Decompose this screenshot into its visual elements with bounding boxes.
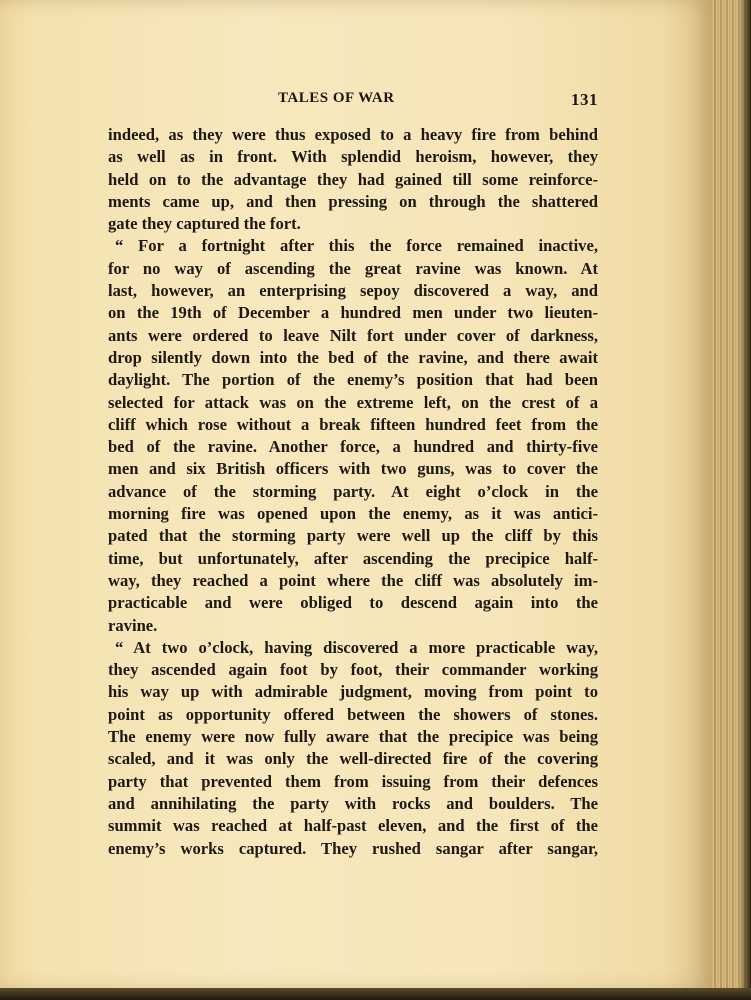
text-line: way, they reached a point where the cliff was absolutely im- xyxy=(108,570,598,590)
text-line: morning fire was opened upon the enemy, as it was antici- xyxy=(108,504,598,524)
text-line: men and six British officers with two guns, was to cover the xyxy=(108,459,598,479)
text-line: party that prevented them from issuing from their defences xyxy=(108,771,598,791)
text-line: scaled, and it was only the well-directed fire of the covering xyxy=(108,749,598,769)
text-line: summit was reached at half-past eleven, and the first of the xyxy=(108,816,598,836)
text-line: for no way of ascending the great ravine was known. At xyxy=(108,258,598,278)
text-line: enemy’s works captured. They rushed sangar after sangar, xyxy=(108,838,598,858)
text-line: last, however, an enterprising sepoy discovered a way, and xyxy=(108,281,598,301)
text-line: daylight. The portion of the enemy’s position that had been xyxy=(108,370,598,390)
text-line: “ For a fortnight after this the force remained inactive, xyxy=(115,236,598,256)
text-line: ravine. xyxy=(108,615,158,635)
body-text xyxy=(108,124,598,860)
page-number: 131 xyxy=(571,90,598,109)
text-line: The enemy were now fully aware that the precipice was being xyxy=(108,727,598,747)
text-line: cliff which rose without a break fifteen hundred feet from the xyxy=(108,414,598,434)
text-line: gate they captured the fort. xyxy=(108,214,301,234)
paragraph xyxy=(108,637,598,860)
text-line: indeed, as they were thus exposed to a heavy fire from behind xyxy=(108,125,598,144)
text-line: and annihilating the party with rocks and boulders. The xyxy=(108,793,598,813)
paragraph xyxy=(108,124,598,235)
bottom-shadow xyxy=(0,988,751,1000)
text-line: bed of the ravine. Another force, a hundred and thirty-five xyxy=(108,437,598,457)
paragraph xyxy=(108,235,598,636)
running-head xyxy=(108,90,598,112)
text-line: on the 19th of December a hundred men under two lieuten- xyxy=(108,303,598,323)
running-title: TALES OF WAR xyxy=(278,90,395,106)
text-line: time, but unfortunately, after ascending the precipice half- xyxy=(108,548,598,568)
text-line: point as opportunity offered between the showers of stones. xyxy=(108,704,598,724)
text-line: drop silently down into the bed of the ravine, and there await xyxy=(108,347,598,367)
page-edges xyxy=(712,0,751,1000)
text-line: held on to the advantage they had gained till some reinforce- xyxy=(108,169,598,189)
text-line: as well as in front. With splendid heroism, however, they xyxy=(108,147,598,167)
text-line: “ At two o’clock, having discovered a more practicable way, xyxy=(115,637,598,657)
text-line: selected for attack was on the extreme left, on the crest of a xyxy=(108,392,598,412)
text-line: ants were ordered to leave Nilt fort under cover of darkness, xyxy=(108,325,598,345)
text-line: they ascended again foot by foot, their commander working xyxy=(108,660,598,680)
text-line: practicable and were obliged to descend again into the xyxy=(108,593,598,613)
text-line: ments came up, and then pressing on through the shattered xyxy=(108,191,598,211)
text-line: his way up with admirable judgment, moving from point to xyxy=(108,682,598,702)
text-line: pated that the storming party were well up the cliff by this xyxy=(108,526,598,546)
text-line: advance of the storming party. At eight o’clock in the xyxy=(108,481,598,501)
